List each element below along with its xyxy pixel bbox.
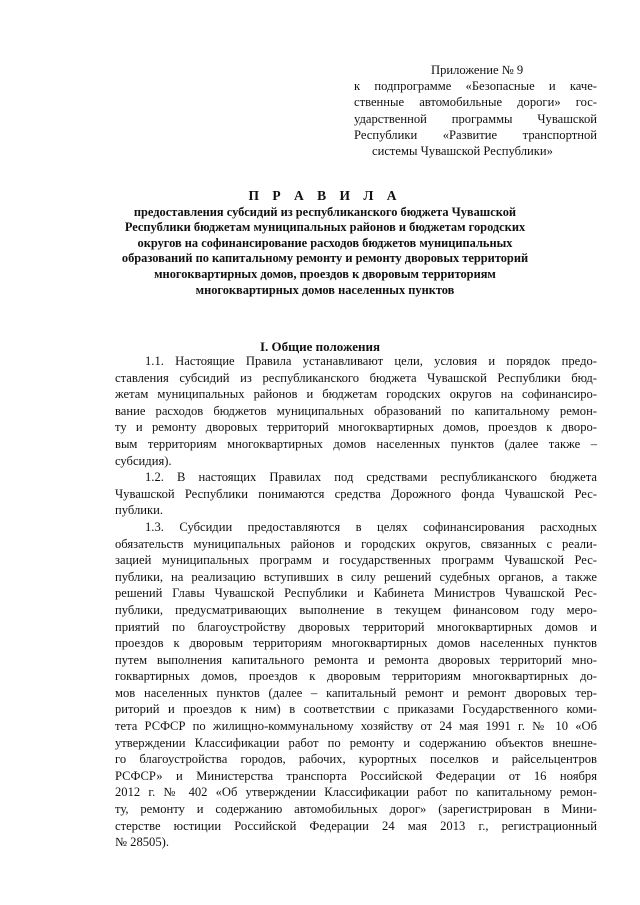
text-line: 1.2. В настоящих Правилах под средствами республиканского бюджета — [145, 470, 597, 485]
text-line: го благоустройства городов, рабочих, курортных поселков и райсельцентров — [115, 752, 597, 767]
text-line: 1.3. Субсидии предоставляются в целях софинансирования расходных — [145, 519, 597, 534]
text-line: публики. — [115, 503, 163, 518]
title-subtitle-line: округов на софинансирование расходов бюджетов муниципальных — [137, 235, 513, 250]
title-subtitle-line: многоквартирных домов населенных пунктов — [195, 282, 455, 297]
appendix-line: системы Чувашской Республики» — [372, 144, 553, 159]
document-title — [116, 188, 534, 298]
text-line: РСФСР» и Министерства транспорта Российской Федерации от 16 ноября — [115, 768, 597, 783]
appendix-line: к подпрограмме «Безопасные и каче- — [354, 79, 597, 94]
appendix-line: ственные автомобильные дороги» гос- — [354, 95, 597, 110]
text-line: ту и ремонту дворовых территорий многоквартирных домов, проездов к дворо- — [115, 420, 597, 435]
text-line: Чувашской Республики понимаются средства Дорожного фонда Чувашской Рес- — [115, 486, 597, 501]
paragraph-1-2 — [115, 469, 597, 519]
text-line: публики, на реализацию вступивших в силу решений судебных органов, а также — [115, 569, 597, 584]
appendix-line: Республики «Развитие транспортной — [354, 127, 597, 142]
text-line: проездов к дворовым территориям многоквартирных домов населенных пунктов — [115, 636, 597, 651]
title-subtitle-line: предоставления субсидий из республиканского бюджета Чувашской — [133, 204, 517, 219]
text-line: 1.1. Настоящие Правила устанавливают цели, условия и порядок предо- — [145, 354, 597, 368]
appendix-reference — [354, 62, 597, 159]
text-line: мов населенных пунктов (далее – капитальный ремонт и ремонт дворовых тер- — [115, 685, 597, 700]
paragraph-1-3 — [115, 519, 597, 851]
appendix-line: ударственной программы Чувашской — [354, 111, 597, 126]
title-subtitle-line: Республики бюджетам муниципальных районов и бюджетам городских — [124, 220, 526, 235]
text-line: обязательств муниципальных районов и городских округов, связанных с реали- — [115, 536, 597, 551]
appendix-line: Приложение № 9 — [431, 63, 524, 77]
text-line: путем выполнения капитального ремонта и ремонта дворовых территорий мно- — [115, 652, 597, 667]
text-line: утверждении Классификации работ по ремонту и содержанию объектов внешне- — [115, 735, 597, 750]
text-line: приятий по благоустройству дворовых территорий многоквартирных домов и — [115, 619, 597, 634]
paragraph-1-1 — [115, 353, 597, 469]
text-line: решений Главы Чувашской Республики и Кабинета Министров Чувашской Рес- — [115, 586, 597, 601]
section-heading: I. Общие положения — [260, 339, 380, 354]
text-line: стерстве юстиции Российской Федерации 24 мая 2013 г., регистрационный — [115, 818, 597, 833]
title-heading: П Р А В И Л А — [248, 188, 402, 203]
text-line: 2012 г. № 402 «Об утверждении Классификации работ по капитальному ремон- — [115, 785, 597, 800]
text-line: субсидия). — [115, 453, 172, 468]
text-line: гоквартирных домов, проездов к дворовым территориям многоквартирных до- — [115, 669, 597, 684]
text-line: тета РСФСР по жилищно-коммунальному хозяйству от 24 мая 1991 г. № 10 «Об — [115, 719, 597, 734]
text-line: зацией муниципальных программ и государственных программ Чувашской Рес- — [115, 553, 597, 568]
text-line: вым территориям многоквартирных домов населенных пунктов (далее также – — [115, 436, 597, 451]
text-line: публики, предусматривающих выполнение в текущем финансовом году меро- — [115, 602, 597, 617]
text-line: ставления субсидий из республиканского бюджета Чувашской Республики бюд- — [115, 370, 597, 385]
text-line: жетам муниципальных районов и бюджетам городских округов на софинансиро- — [115, 387, 597, 402]
text-line: вание расходов бюджетов муниципальных образований по капитальному ремон- — [115, 403, 597, 418]
title-subtitle-line: образований по капитальному ремонту и ремонту дворовых территорий — [121, 251, 529, 266]
text-line: № 28505). — [115, 835, 169, 850]
title-subtitle-line: многоквартирных домов, проездов к дворовым территориям — [154, 266, 496, 281]
document-body — [115, 353, 597, 851]
text-line: риторий и проездов к ним) в соответствии с приказами Государственного коми- — [115, 702, 597, 717]
text-line: ту, ремонту и содержанию автомобильных дорог» (зарегистрирован в Мини- — [115, 802, 597, 817]
